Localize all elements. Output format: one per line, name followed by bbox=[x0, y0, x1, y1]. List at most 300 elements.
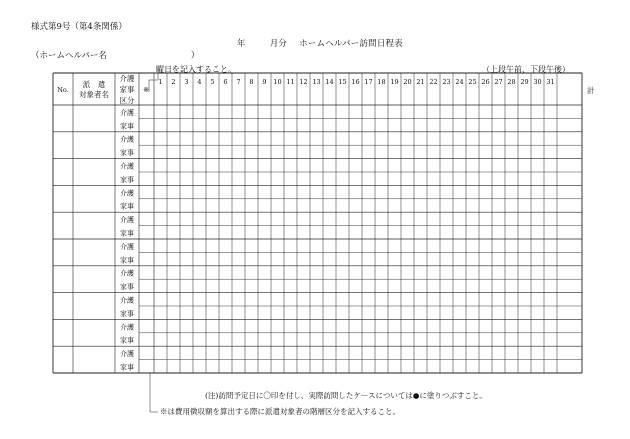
day-cell[interactable] bbox=[428, 146, 440, 158]
day-cell[interactable] bbox=[467, 253, 479, 265]
day-cell[interactable] bbox=[311, 253, 323, 265]
day-cell[interactable] bbox=[467, 132, 479, 144]
day-cell[interactable] bbox=[207, 226, 219, 238]
day-cell[interactable] bbox=[506, 347, 518, 359]
day-cell[interactable] bbox=[233, 240, 245, 252]
day-cell[interactable] bbox=[519, 186, 531, 198]
day-cell[interactable] bbox=[272, 132, 284, 144]
day-cell[interactable] bbox=[285, 266, 297, 278]
day-cell[interactable] bbox=[493, 186, 505, 198]
day-cell[interactable] bbox=[376, 253, 388, 265]
day-cell[interactable] bbox=[207, 199, 219, 211]
day-cell[interactable] bbox=[532, 159, 544, 171]
day-cell[interactable] bbox=[363, 146, 375, 158]
day-cell[interactable] bbox=[181, 199, 193, 211]
day-cell[interactable] bbox=[272, 293, 284, 305]
day-cell[interactable] bbox=[493, 119, 505, 131]
day-cell[interactable] bbox=[532, 347, 544, 359]
day-cell[interactable] bbox=[415, 213, 427, 225]
day-cell[interactable] bbox=[506, 226, 518, 238]
day-cell[interactable] bbox=[272, 173, 284, 185]
day-cell[interactable] bbox=[233, 360, 245, 372]
day-cell[interactable] bbox=[155, 132, 167, 144]
day-cell[interactable] bbox=[506, 280, 518, 292]
day-cell[interactable] bbox=[480, 132, 492, 144]
day-cell[interactable] bbox=[324, 280, 336, 292]
day-cell[interactable] bbox=[311, 226, 323, 238]
day-cell[interactable] bbox=[428, 333, 440, 345]
day-cell[interactable] bbox=[168, 226, 180, 238]
day-cell[interactable] bbox=[194, 307, 206, 319]
day-cell[interactable] bbox=[233, 213, 245, 225]
day-cell[interactable] bbox=[181, 186, 193, 198]
day-cell[interactable] bbox=[285, 333, 297, 345]
day-cell[interactable] bbox=[181, 226, 193, 238]
day-cell[interactable] bbox=[233, 132, 245, 144]
day-cell[interactable] bbox=[532, 320, 544, 332]
day-cell[interactable] bbox=[220, 333, 232, 345]
day-cell[interactable] bbox=[389, 280, 401, 292]
day-cell[interactable] bbox=[441, 280, 453, 292]
day-cell[interactable] bbox=[324, 333, 336, 345]
day-cell[interactable] bbox=[402, 106, 414, 118]
day-cell[interactable] bbox=[428, 106, 440, 118]
day-cell[interactable] bbox=[311, 106, 323, 118]
day-cell[interactable] bbox=[441, 360, 453, 372]
day-cell[interactable] bbox=[506, 146, 518, 158]
day-cell[interactable] bbox=[181, 146, 193, 158]
day-cell[interactable] bbox=[337, 266, 349, 278]
day-cell[interactable] bbox=[506, 213, 518, 225]
day-cell[interactable] bbox=[519, 240, 531, 252]
day-cell[interactable] bbox=[519, 159, 531, 171]
day-cell[interactable] bbox=[324, 266, 336, 278]
day-cell[interactable] bbox=[480, 240, 492, 252]
day-cell[interactable] bbox=[181, 320, 193, 332]
day-cell[interactable] bbox=[220, 307, 232, 319]
day-cell[interactable] bbox=[220, 132, 232, 144]
day-cell[interactable] bbox=[259, 173, 271, 185]
day-cell[interactable] bbox=[506, 307, 518, 319]
day-cell[interactable] bbox=[246, 159, 258, 171]
day-cell[interactable] bbox=[428, 360, 440, 372]
day-cell[interactable] bbox=[363, 253, 375, 265]
day-cell[interactable] bbox=[532, 213, 544, 225]
day-cell[interactable] bbox=[337, 173, 349, 185]
day-cell[interactable] bbox=[441, 132, 453, 144]
day-cell[interactable] bbox=[467, 106, 479, 118]
day-cell[interactable] bbox=[454, 360, 466, 372]
day-cell[interactable] bbox=[194, 240, 206, 252]
day-cell[interactable] bbox=[246, 280, 258, 292]
day-cell[interactable] bbox=[389, 320, 401, 332]
day-cell[interactable] bbox=[480, 293, 492, 305]
day-cell[interactable] bbox=[480, 199, 492, 211]
day-cell[interactable] bbox=[207, 213, 219, 225]
day-cell[interactable] bbox=[311, 132, 323, 144]
day-cell[interactable] bbox=[415, 199, 427, 211]
day-cell[interactable] bbox=[168, 173, 180, 185]
day-cell[interactable] bbox=[389, 173, 401, 185]
day-cell[interactable] bbox=[337, 146, 349, 158]
day-cell[interactable] bbox=[415, 119, 427, 131]
day-cell[interactable] bbox=[194, 293, 206, 305]
day-cell[interactable] bbox=[259, 226, 271, 238]
day-cell[interactable] bbox=[285, 280, 297, 292]
day-cell[interactable] bbox=[311, 199, 323, 211]
day-cell[interactable] bbox=[493, 159, 505, 171]
day-cell[interactable] bbox=[233, 320, 245, 332]
day-cell[interactable] bbox=[441, 240, 453, 252]
day-cell[interactable] bbox=[259, 146, 271, 158]
day-cell[interactable] bbox=[545, 293, 557, 305]
day-cell[interactable] bbox=[402, 320, 414, 332]
day-cell[interactable] bbox=[324, 253, 336, 265]
day-cell[interactable] bbox=[376, 186, 388, 198]
day-cell[interactable] bbox=[272, 266, 284, 278]
day-cell[interactable] bbox=[311, 266, 323, 278]
day-cell[interactable] bbox=[519, 320, 531, 332]
day-cell[interactable] bbox=[220, 213, 232, 225]
day-cell[interactable] bbox=[428, 226, 440, 238]
day-cell[interactable] bbox=[298, 333, 310, 345]
day-cell[interactable] bbox=[337, 186, 349, 198]
day-cell[interactable] bbox=[545, 226, 557, 238]
day-cell[interactable] bbox=[545, 266, 557, 278]
day-cell[interactable] bbox=[324, 132, 336, 144]
day-cell[interactable] bbox=[454, 266, 466, 278]
day-cell[interactable] bbox=[480, 253, 492, 265]
day-cell[interactable] bbox=[519, 266, 531, 278]
day-cell[interactable] bbox=[389, 293, 401, 305]
day-cell[interactable] bbox=[376, 266, 388, 278]
day-cell[interactable] bbox=[168, 159, 180, 171]
day-cell[interactable] bbox=[532, 186, 544, 198]
day-cell[interactable] bbox=[441, 173, 453, 185]
day-cell[interactable] bbox=[454, 226, 466, 238]
day-cell[interactable] bbox=[285, 186, 297, 198]
day-cell[interactable] bbox=[428, 213, 440, 225]
day-cell[interactable] bbox=[441, 253, 453, 265]
day-cell[interactable] bbox=[545, 186, 557, 198]
day-cell[interactable] bbox=[428, 280, 440, 292]
day-cell[interactable] bbox=[181, 106, 193, 118]
day-cell[interactable] bbox=[415, 307, 427, 319]
day-cell[interactable] bbox=[181, 159, 193, 171]
day-cell[interactable] bbox=[493, 253, 505, 265]
day-cell[interactable] bbox=[259, 266, 271, 278]
day-cell[interactable] bbox=[389, 240, 401, 252]
day-cell[interactable] bbox=[519, 360, 531, 372]
day-cell[interactable] bbox=[493, 132, 505, 144]
day-cell[interactable] bbox=[350, 226, 362, 238]
day-cell[interactable] bbox=[350, 280, 362, 292]
day-cell[interactable] bbox=[259, 360, 271, 372]
day-cell[interactable] bbox=[246, 213, 258, 225]
day-cell[interactable] bbox=[376, 360, 388, 372]
day-cell[interactable] bbox=[480, 213, 492, 225]
day-cell[interactable] bbox=[506, 173, 518, 185]
day-cell[interactable] bbox=[415, 146, 427, 158]
day-cell[interactable] bbox=[376, 213, 388, 225]
day-cell[interactable] bbox=[350, 146, 362, 158]
day-cell[interactable] bbox=[337, 360, 349, 372]
day-cell[interactable] bbox=[298, 213, 310, 225]
day-cell[interactable] bbox=[272, 159, 284, 171]
day-cell[interactable] bbox=[506, 240, 518, 252]
day-cell[interactable] bbox=[519, 146, 531, 158]
day-cell[interactable] bbox=[506, 253, 518, 265]
day-cell[interactable] bbox=[181, 213, 193, 225]
day-cell[interactable] bbox=[298, 347, 310, 359]
day-cell[interactable] bbox=[298, 360, 310, 372]
day-cell[interactable] bbox=[428, 186, 440, 198]
day-cell[interactable] bbox=[298, 119, 310, 131]
day-cell[interactable] bbox=[454, 146, 466, 158]
day-cell[interactable] bbox=[337, 226, 349, 238]
day-cell[interactable] bbox=[207, 280, 219, 292]
day-cell[interactable] bbox=[350, 119, 362, 131]
day-cell[interactable] bbox=[298, 226, 310, 238]
day-cell[interactable] bbox=[311, 320, 323, 332]
day-cell[interactable] bbox=[181, 253, 193, 265]
day-cell[interactable] bbox=[415, 226, 427, 238]
day-cell[interactable] bbox=[415, 240, 427, 252]
day-cell[interactable] bbox=[311, 159, 323, 171]
day-cell[interactable] bbox=[415, 333, 427, 345]
day-cell[interactable] bbox=[454, 199, 466, 211]
day-cell[interactable] bbox=[298, 199, 310, 211]
day-cell[interactable] bbox=[480, 333, 492, 345]
day-cell[interactable] bbox=[454, 307, 466, 319]
day-cell[interactable] bbox=[532, 146, 544, 158]
day-cell[interactable] bbox=[324, 199, 336, 211]
day-cell[interactable] bbox=[220, 199, 232, 211]
day-cell[interactable] bbox=[207, 293, 219, 305]
day-cell[interactable] bbox=[350, 320, 362, 332]
day-cell[interactable] bbox=[480, 266, 492, 278]
day-cell[interactable] bbox=[233, 159, 245, 171]
day-cell[interactable] bbox=[454, 320, 466, 332]
day-cell[interactable] bbox=[246, 146, 258, 158]
day-cell[interactable] bbox=[545, 132, 557, 144]
day-cell[interactable] bbox=[467, 119, 479, 131]
day-cell[interactable] bbox=[363, 293, 375, 305]
day-cell[interactable] bbox=[259, 347, 271, 359]
day-cell[interactable] bbox=[415, 360, 427, 372]
day-cell[interactable] bbox=[363, 280, 375, 292]
day-cell[interactable] bbox=[389, 347, 401, 359]
day-cell[interactable] bbox=[259, 199, 271, 211]
day-cell[interactable] bbox=[441, 226, 453, 238]
day-cell[interactable] bbox=[467, 159, 479, 171]
day-cell[interactable] bbox=[402, 226, 414, 238]
day-cell[interactable] bbox=[480, 226, 492, 238]
day-cell[interactable] bbox=[285, 106, 297, 118]
day-cell[interactable] bbox=[350, 186, 362, 198]
day-cell[interactable] bbox=[259, 253, 271, 265]
day-cell[interactable] bbox=[532, 119, 544, 131]
day-cell[interactable] bbox=[194, 119, 206, 131]
day-cell[interactable] bbox=[337, 293, 349, 305]
day-cell[interactable] bbox=[259, 119, 271, 131]
day-cell[interactable] bbox=[285, 132, 297, 144]
day-cell[interactable] bbox=[532, 280, 544, 292]
day-cell[interactable] bbox=[402, 253, 414, 265]
day-cell[interactable] bbox=[480, 307, 492, 319]
day-cell[interactable] bbox=[259, 186, 271, 198]
day-cell[interactable] bbox=[285, 307, 297, 319]
day-cell[interactable] bbox=[467, 240, 479, 252]
day-cell[interactable] bbox=[363, 240, 375, 252]
day-cell[interactable] bbox=[376, 320, 388, 332]
day-cell[interactable] bbox=[298, 132, 310, 144]
day-cell[interactable] bbox=[194, 333, 206, 345]
day-cell[interactable] bbox=[480, 360, 492, 372]
day-cell[interactable] bbox=[194, 132, 206, 144]
day-cell[interactable] bbox=[207, 253, 219, 265]
day-cell[interactable] bbox=[324, 360, 336, 372]
day-cell[interactable] bbox=[246, 320, 258, 332]
day-cell[interactable] bbox=[207, 173, 219, 185]
day-cell[interactable] bbox=[155, 253, 167, 265]
day-cell[interactable] bbox=[441, 146, 453, 158]
day-cell[interactable] bbox=[415, 347, 427, 359]
day-cell[interactable] bbox=[480, 347, 492, 359]
day-cell[interactable] bbox=[402, 199, 414, 211]
day-cell[interactable] bbox=[363, 266, 375, 278]
day-cell[interactable] bbox=[272, 146, 284, 158]
day-cell[interactable] bbox=[285, 253, 297, 265]
day-cell[interactable] bbox=[363, 199, 375, 211]
day-cell[interactable] bbox=[324, 146, 336, 158]
day-cell[interactable] bbox=[324, 226, 336, 238]
day-cell[interactable] bbox=[363, 333, 375, 345]
day-cell[interactable] bbox=[545, 119, 557, 131]
day-cell[interactable] bbox=[207, 360, 219, 372]
day-cell[interactable] bbox=[246, 226, 258, 238]
day-cell[interactable] bbox=[532, 333, 544, 345]
day-cell[interactable] bbox=[311, 293, 323, 305]
day-cell[interactable] bbox=[363, 347, 375, 359]
day-cell[interactable] bbox=[363, 360, 375, 372]
day-cell[interactable] bbox=[155, 173, 167, 185]
day-cell[interactable] bbox=[259, 293, 271, 305]
day-cell[interactable] bbox=[402, 333, 414, 345]
day-cell[interactable] bbox=[428, 293, 440, 305]
day-cell[interactable] bbox=[220, 360, 232, 372]
day-cell[interactable] bbox=[532, 307, 544, 319]
day-cell[interactable] bbox=[220, 266, 232, 278]
day-cell[interactable] bbox=[376, 226, 388, 238]
day-cell[interactable] bbox=[467, 213, 479, 225]
day-cell[interactable] bbox=[519, 119, 531, 131]
day-cell[interactable] bbox=[220, 280, 232, 292]
day-cell[interactable] bbox=[376, 159, 388, 171]
day-cell[interactable] bbox=[207, 106, 219, 118]
day-cell[interactable] bbox=[467, 333, 479, 345]
day-cell[interactable] bbox=[155, 307, 167, 319]
day-cell[interactable] bbox=[155, 320, 167, 332]
day-cell[interactable] bbox=[441, 186, 453, 198]
day-cell[interactable] bbox=[233, 333, 245, 345]
day-cell[interactable] bbox=[506, 186, 518, 198]
day-cell[interactable] bbox=[311, 347, 323, 359]
day-cell[interactable] bbox=[168, 199, 180, 211]
day-cell[interactable] bbox=[350, 159, 362, 171]
day-cell[interactable] bbox=[207, 307, 219, 319]
day-cell[interactable] bbox=[233, 266, 245, 278]
day-cell[interactable] bbox=[454, 186, 466, 198]
day-cell[interactable] bbox=[272, 347, 284, 359]
day-cell[interactable] bbox=[480, 280, 492, 292]
day-cell[interactable] bbox=[311, 146, 323, 158]
day-cell[interactable] bbox=[415, 253, 427, 265]
day-cell[interactable] bbox=[415, 173, 427, 185]
day-cell[interactable] bbox=[233, 293, 245, 305]
day-cell[interactable] bbox=[493, 266, 505, 278]
day-cell[interactable] bbox=[155, 293, 167, 305]
day-cell[interactable] bbox=[415, 320, 427, 332]
day-cell[interactable] bbox=[532, 240, 544, 252]
day-cell[interactable] bbox=[350, 213, 362, 225]
day-cell[interactable] bbox=[363, 320, 375, 332]
day-cell[interactable] bbox=[194, 226, 206, 238]
day-cell[interactable] bbox=[441, 106, 453, 118]
day-cell[interactable] bbox=[493, 307, 505, 319]
day-cell[interactable] bbox=[207, 159, 219, 171]
day-cell[interactable] bbox=[337, 159, 349, 171]
day-cell[interactable] bbox=[337, 253, 349, 265]
day-cell[interactable] bbox=[233, 106, 245, 118]
day-cell[interactable] bbox=[259, 132, 271, 144]
day-cell[interactable] bbox=[545, 106, 557, 118]
day-cell[interactable] bbox=[155, 119, 167, 131]
day-cell[interactable] bbox=[545, 146, 557, 158]
day-cell[interactable] bbox=[155, 360, 167, 372]
day-cell[interactable] bbox=[428, 266, 440, 278]
day-cell[interactable] bbox=[194, 199, 206, 211]
day-cell[interactable] bbox=[285, 119, 297, 131]
day-cell[interactable] bbox=[389, 333, 401, 345]
day-cell[interactable] bbox=[259, 106, 271, 118]
day-cell[interactable] bbox=[298, 266, 310, 278]
day-cell[interactable] bbox=[389, 146, 401, 158]
day-cell[interactable] bbox=[376, 347, 388, 359]
day-cell[interactable] bbox=[246, 266, 258, 278]
day-cell[interactable] bbox=[246, 132, 258, 144]
day-cell[interactable] bbox=[168, 333, 180, 345]
day-cell[interactable] bbox=[519, 132, 531, 144]
day-cell[interactable] bbox=[155, 213, 167, 225]
day-cell[interactable] bbox=[168, 213, 180, 225]
day-cell[interactable] bbox=[194, 146, 206, 158]
day-cell[interactable] bbox=[493, 226, 505, 238]
day-cell[interactable] bbox=[545, 213, 557, 225]
day-cell[interactable] bbox=[441, 347, 453, 359]
day-cell[interactable] bbox=[220, 253, 232, 265]
day-cell[interactable] bbox=[389, 106, 401, 118]
day-cell[interactable] bbox=[415, 280, 427, 292]
day-cell[interactable] bbox=[467, 226, 479, 238]
day-cell[interactable] bbox=[207, 132, 219, 144]
day-cell[interactable] bbox=[376, 146, 388, 158]
day-cell[interactable] bbox=[519, 333, 531, 345]
day-cell[interactable] bbox=[181, 280, 193, 292]
day-cell[interactable] bbox=[168, 240, 180, 252]
day-cell[interactable] bbox=[506, 333, 518, 345]
day-cell[interactable] bbox=[285, 173, 297, 185]
